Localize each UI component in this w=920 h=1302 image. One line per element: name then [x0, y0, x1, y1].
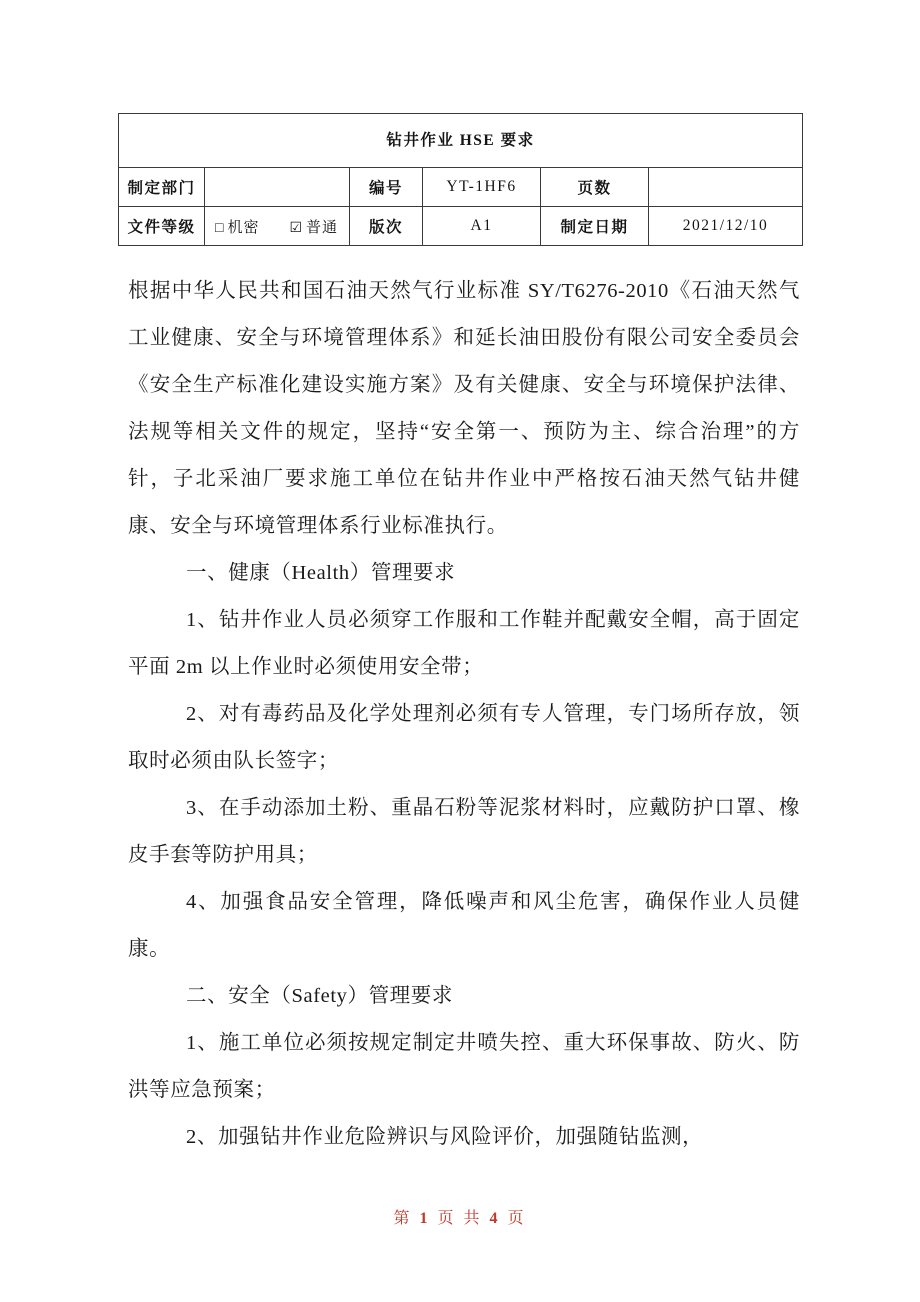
label-issue-date: 制定日期	[541, 207, 649, 246]
value-doc-number[interactable]: YT-1HF6	[423, 168, 541, 207]
footer-prefix: 第	[393, 1210, 413, 1227]
value-issue-date[interactable]: 2021/12/10	[649, 207, 803, 246]
value-version[interactable]: A1	[423, 207, 541, 246]
table-row-grade	[119, 207, 803, 246]
paragraph-safety-1: 1、施工单位必须按规定制定井喷失控、重大环保事故、防火、防洪等应急预案；	[128, 1032, 800, 1101]
footer-suffix: 页	[507, 1210, 527, 1227]
checkbox-option-confidential[interactable]	[215, 216, 259, 237]
footer-current-page: 1	[419, 1210, 431, 1227]
label-file-grade: 文件等级	[119, 207, 205, 246]
paragraph-safety-2: 2、加强钻井作业危险辨识与风险评价，加强随钻监测，	[186, 1126, 704, 1148]
title-row	[119, 114, 803, 168]
paragraph-health-1: 1、钻井作业人员必须穿工作服和工作鞋并配戴安全帽，高于固定平面 2m 以上作业时必须使用安全带；	[128, 609, 800, 678]
paragraph-section-health: 一、健康（Health）管理要求	[186, 562, 456, 584]
checkbox-checked-icon: ☑	[289, 220, 304, 236]
value-page-count[interactable]	[649, 168, 803, 207]
checkbox-unchecked-icon: □	[215, 220, 225, 236]
document-header-table	[118, 113, 802, 246]
checkbox-option-normal[interactable]	[289, 216, 338, 237]
value-file-grade[interactable]	[205, 207, 350, 246]
table-row-department	[119, 168, 803, 207]
paragraph-health-2: 2、对有毒药品及化学处理剂必须有专人管理，专门场所存放，领取时必须由队长签字；	[128, 703, 800, 772]
label-doc-number: 编号	[350, 168, 423, 207]
label-version: 版次	[350, 207, 423, 246]
label-department: 制定部门	[119, 168, 205, 207]
paragraph-health-4: 4、加强食品安全管理，降低噪声和风尘危害，确保作业人员健康。	[128, 891, 800, 960]
document-body	[128, 268, 800, 1161]
label-page-count: 页数	[541, 168, 649, 207]
paragraph-section-safety: 二、安全（Safety）管理要求	[186, 985, 453, 1007]
checkbox-label-normal: 普通	[306, 219, 339, 236]
footer-total-pages: 4	[489, 1210, 501, 1227]
paragraph-health-3: 3、在手动添加土粉、重晶石粉等泥浆材料时，应戴防护口罩、橡皮手套等防护用具；	[128, 797, 800, 866]
paragraph-preamble: 根据中华人民共和国石油天然气行业标准 SY/T6276-2010《石油天然气工业健康、安全与环境管理体系》和延长油田股份有限公司安全委员会《安全生产标准化建设实施方案》及有关健康、安全与环境保护法律、法规等相关文件的规定，坚持“安全第一、预防为主、综合治理”的方针，子北采油厂要求施工单位在钻井作业中严格按石油天然气钻井健康、安全与环境管理体系行业标准执行。	[128, 280, 800, 537]
footer-middle: 页 共	[437, 1210, 483, 1227]
page-title: 钻井作业 HSE 要求	[119, 114, 803, 168]
value-department[interactable]	[205, 168, 350, 207]
page-footer	[0, 1205, 920, 1228]
checkbox-label-confidential: 机密	[227, 219, 260, 236]
